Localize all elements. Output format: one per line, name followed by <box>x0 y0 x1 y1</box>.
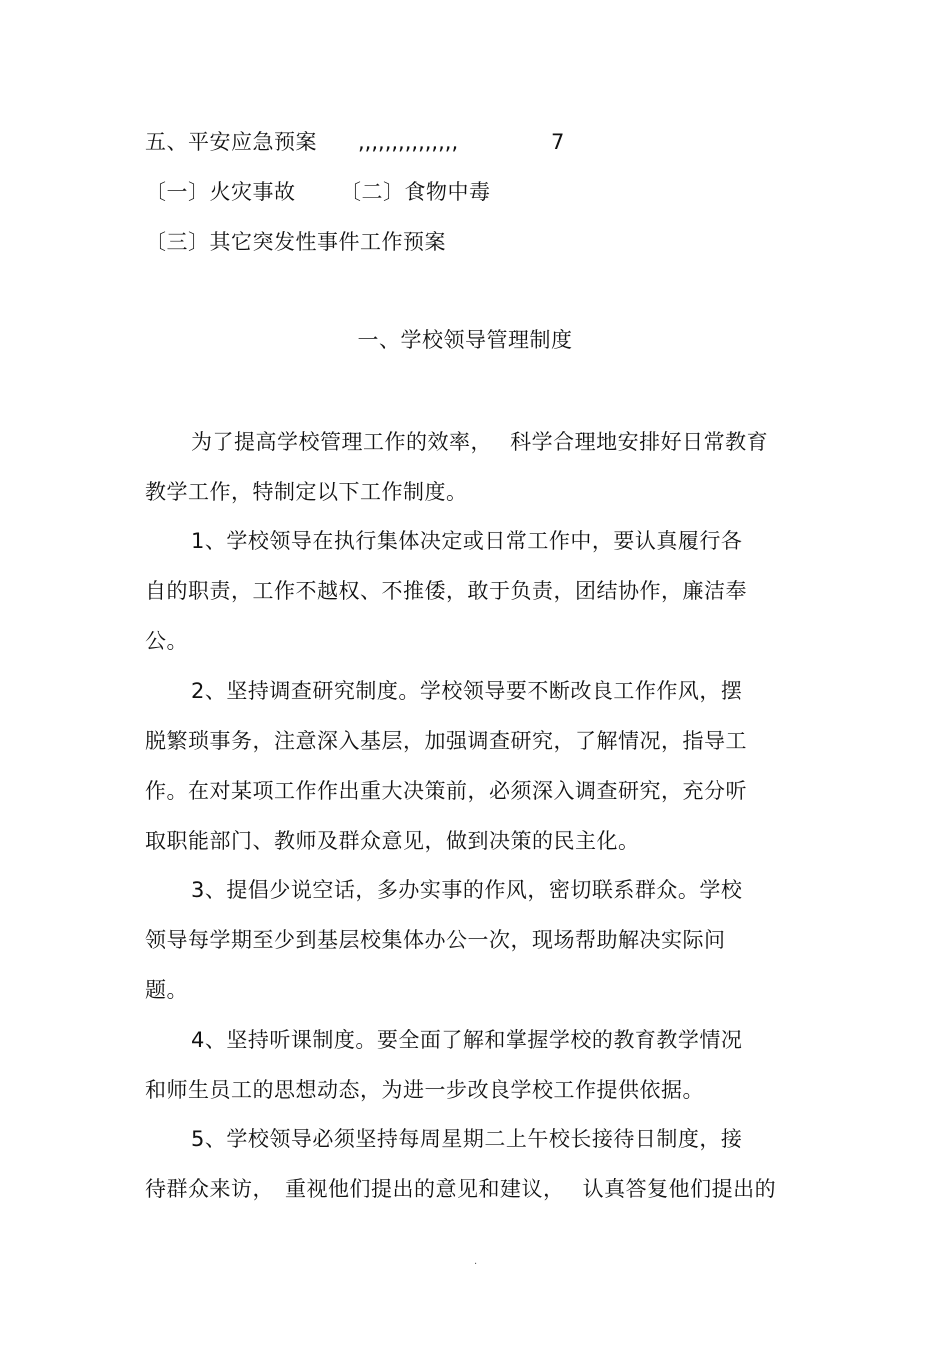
body-line: 待群众来访， 重视他们提出的意见和建议， 认真答复他们提出的 <box>145 1177 777 1201</box>
body-line: 1、学校领导在执行集体决定或日常工作中，要认真履行各 <box>191 529 743 553</box>
body-line: 取职能部门、教师及群众意见，做到决策的民主化。 <box>145 829 640 853</box>
body-line: 教学工作，特制定以下工作制度。 <box>145 480 468 504</box>
body-line: 自的职责，工作不越权、不推倭，敢于负责，团结协作，廉洁奉 <box>145 579 747 603</box>
page-footer-mark: . <box>474 1256 478 1267</box>
toc-subitem-other-emergencies: 〔三〕其它突发性事件工作预案 <box>145 230 446 254</box>
body-line: 脱繁琐事务，注意深入基层，加强调查研究，了解情况，指导工 <box>145 729 747 753</box>
toc-subitem-fire: 〔一〕火灾事故 <box>145 180 296 204</box>
toc-item-5-page-number: 7 <box>551 130 565 154</box>
toc-item-5-title: 五、平安应急预案 <box>145 130 317 154</box>
body-line: 为了提高学校管理工作的效率， 科学合理地安排好日常教育 <box>191 430 769 454</box>
toc-item-5-leader-dots: ,,,,,,,,,,,,,,, <box>358 130 459 154</box>
body-line: 和师生员工的思想动态，为进一步改良学校工作提供依据。 <box>145 1078 704 1102</box>
section-heading: 一、学校领导管理制度 <box>357 328 573 352</box>
body-line: 作。在对某项工作作出重大决策前，必须深入调查研究，充分听 <box>145 779 747 803</box>
body-line: 2、坚持调查研究制度。学校领导要不断改良工作作风，摆 <box>191 679 743 703</box>
body-line: 4、坚持听课制度。要全面了解和掌握学校的教育教学情况 <box>191 1028 743 1052</box>
body-line: 5、学校领导必须坚持每周星期二上午校长接待日制度，接 <box>191 1127 743 1151</box>
body-line: 题。 <box>145 978 188 1002</box>
body-line: 3、提倡少说空话，多办实事的作风，密切联系群众。学校 <box>191 878 743 902</box>
body-line: 公。 <box>145 629 188 653</box>
toc-subitem-food-poisoning: 〔二〕食物中毒 <box>340 180 491 204</box>
body-line: 领导每学期至少到基层校集体办公一次，现场帮助解决实际问 <box>145 928 726 952</box>
